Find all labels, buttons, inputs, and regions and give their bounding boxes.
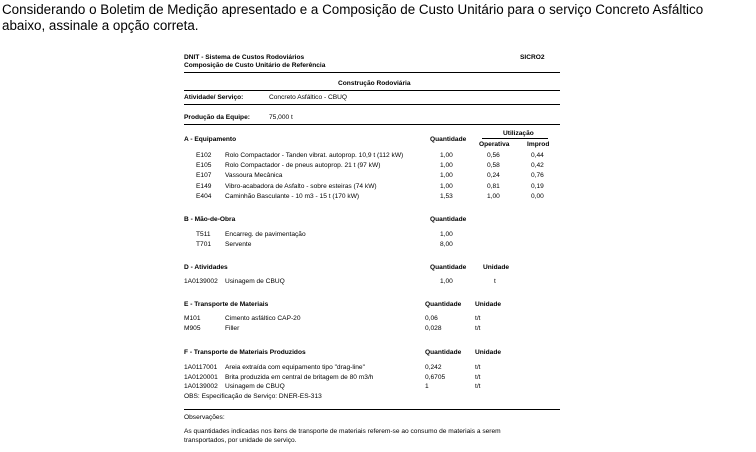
service-specification-note: OBS: Especificação de Serviço: DNER-ES-313 xyxy=(184,393,322,400)
equipment-col-operative: Operativa xyxy=(479,141,510,148)
material-quantity: 0,028 xyxy=(425,325,442,332)
divider xyxy=(184,72,560,73)
utilization-underline xyxy=(482,138,548,139)
equipment-operative: 1,00 xyxy=(487,193,500,200)
labor-quantity: 1,00 xyxy=(440,231,453,238)
equipment-code: E404 xyxy=(196,193,212,200)
activity-unit: t xyxy=(494,278,496,285)
labor-code: T511 xyxy=(196,231,211,238)
equipment-quantity: 1,00 xyxy=(440,172,453,179)
notes-text-line-1: As quantidades indicadas nos itens de transporte de materiais referem-se ao consumo de materiais a serem xyxy=(184,428,501,435)
equipment-operative: 0,24 xyxy=(487,172,500,179)
produced-quantity: 0,242 xyxy=(425,364,442,371)
equipment-improductive: 0,00 xyxy=(531,193,544,200)
activity-description: Usinagem de CBUQ xyxy=(225,278,285,285)
activity-code: 1A0139002 xyxy=(184,278,218,285)
system-code: SICRO2 xyxy=(520,54,545,61)
equipment-code: E105 xyxy=(196,162,212,169)
equipment-quantity: 1,53 xyxy=(440,193,453,200)
org-name: DNIT - Sistema de Custos Rodoviários xyxy=(184,54,305,61)
produced-unit: t/t xyxy=(475,383,481,390)
equipment-col-improductive: Improd xyxy=(527,141,550,148)
produced-description: Brita produzida em central de britagem de 80 m3/h xyxy=(225,374,374,381)
equipment-description: Vibro-acabadora de Asfalto - sobre esteiras (74 kW) xyxy=(225,183,377,190)
labor-code: T701 xyxy=(196,241,212,248)
production-label: Produção da Equipe: xyxy=(184,114,250,121)
notes-text-line-2: transportados, por unidade de serviço. xyxy=(184,437,297,444)
produced-quantity: 1 xyxy=(425,383,429,390)
equipment-quantity: 1,00 xyxy=(440,152,453,159)
material-unit: t/t xyxy=(475,315,481,322)
labor-section-title: B - Mão-de-Obra xyxy=(184,216,236,223)
produced-unit: t/t xyxy=(475,364,481,371)
equipment-improductive: 0,42 xyxy=(531,162,544,169)
divider xyxy=(184,90,560,91)
materials-transport-col-unit: Unidade xyxy=(475,301,502,308)
material-description: Cimento asfáltico CAP-20 xyxy=(225,315,301,322)
produced-code: 1A0117001 xyxy=(184,364,218,371)
production-value: 75,000 t xyxy=(269,114,293,121)
material-code: M101 xyxy=(184,315,201,322)
activities-section-title: D - Atividades xyxy=(184,264,228,271)
produced-description: Usinagem de CBUQ xyxy=(225,383,285,390)
labor-col-quantity: Quantidade xyxy=(430,216,467,223)
equipment-improductive: 0,44 xyxy=(531,152,544,159)
produced-code: 1A0139002 xyxy=(184,383,218,390)
material-quantity: 0,06 xyxy=(425,315,438,322)
produced-transport-col-quantity: Quantidade xyxy=(425,349,462,356)
materials-transport-col-quantity: Quantidade xyxy=(425,301,462,308)
produced-code: 1A0120001 xyxy=(184,374,218,381)
equipment-description: Caminhão Basculante - 10 m3 - 15 t (170 kW) xyxy=(225,193,360,200)
activities-col-unit: Unidade xyxy=(483,264,510,271)
equipment-quantity: 1,00 xyxy=(440,162,453,169)
produced-description: Areia extraída com equipamento tipo "drag-line" xyxy=(225,364,365,371)
equipment-section-title: A - Equipamento xyxy=(184,136,237,143)
document-subtitle: Composição de Custo Unitário de Referência xyxy=(184,62,326,69)
equipment-col-quantity: Quantidade xyxy=(430,136,467,143)
equipment-improductive: 0,76 xyxy=(531,172,544,179)
material-unit: t/t xyxy=(475,325,481,332)
section-title: Construção Rodoviária xyxy=(338,80,411,87)
equipment-improductive: 0,19 xyxy=(531,183,544,190)
divider xyxy=(184,124,560,125)
equipment-col-utilization: Utilização xyxy=(503,130,534,137)
equipment-operative: 0,56 xyxy=(487,152,500,159)
divider xyxy=(184,104,560,105)
produced-quantity: 0,6705 xyxy=(425,374,446,381)
equipment-code: E102 xyxy=(196,152,212,159)
activity-quantity: 1,00 xyxy=(440,278,453,285)
divider xyxy=(184,409,560,410)
labor-description: Servente xyxy=(225,241,252,248)
question-text xyxy=(2,2,752,34)
produced-unit: t/t xyxy=(475,374,481,381)
material-code: M905 xyxy=(184,325,201,332)
activities-col-quantity: Quantidade xyxy=(430,264,467,271)
equipment-description: Rolo Compactador - de pneus autoprop. 21 t (97 kW) xyxy=(225,162,381,169)
material-description: Filler xyxy=(225,325,240,332)
equipment-quantity: 1,00 xyxy=(440,183,453,190)
labor-description: Encarreg. de pavimentação xyxy=(225,231,306,238)
materials-transport-section-title: E - Transporte de Materiais xyxy=(184,301,269,308)
question-line-1: Considerando o Boletim de Medição apresentado e a Composição de Custo Unitário para o serviço Concreto Asfáltico xyxy=(2,2,704,17)
equipment-code: E149 xyxy=(196,183,212,190)
question-line-2: abaixo, assinale a opção correta. xyxy=(2,18,199,33)
notes-title: Observações: xyxy=(184,414,225,421)
equipment-description: Vassoura Mecânica xyxy=(225,172,283,179)
equipment-description: Rolo Compactador - Tanden vibrat. autoprop. 10,9 t (112 kW) xyxy=(225,152,404,159)
activity-value: Concreto Asfáltico - CBUQ xyxy=(269,94,348,101)
produced-transport-section-title: F - Transporte de Materiais Produzidos xyxy=(184,349,306,356)
equipment-operative: 0,58 xyxy=(487,162,500,169)
produced-transport-col-unit: Unidade xyxy=(475,349,502,356)
labor-quantity: 8,00 xyxy=(440,241,453,248)
equipment-operative: 0,81 xyxy=(487,183,500,190)
equipment-code: E107 xyxy=(196,172,212,179)
activity-label: Atividade/ Serviço: xyxy=(184,94,244,101)
